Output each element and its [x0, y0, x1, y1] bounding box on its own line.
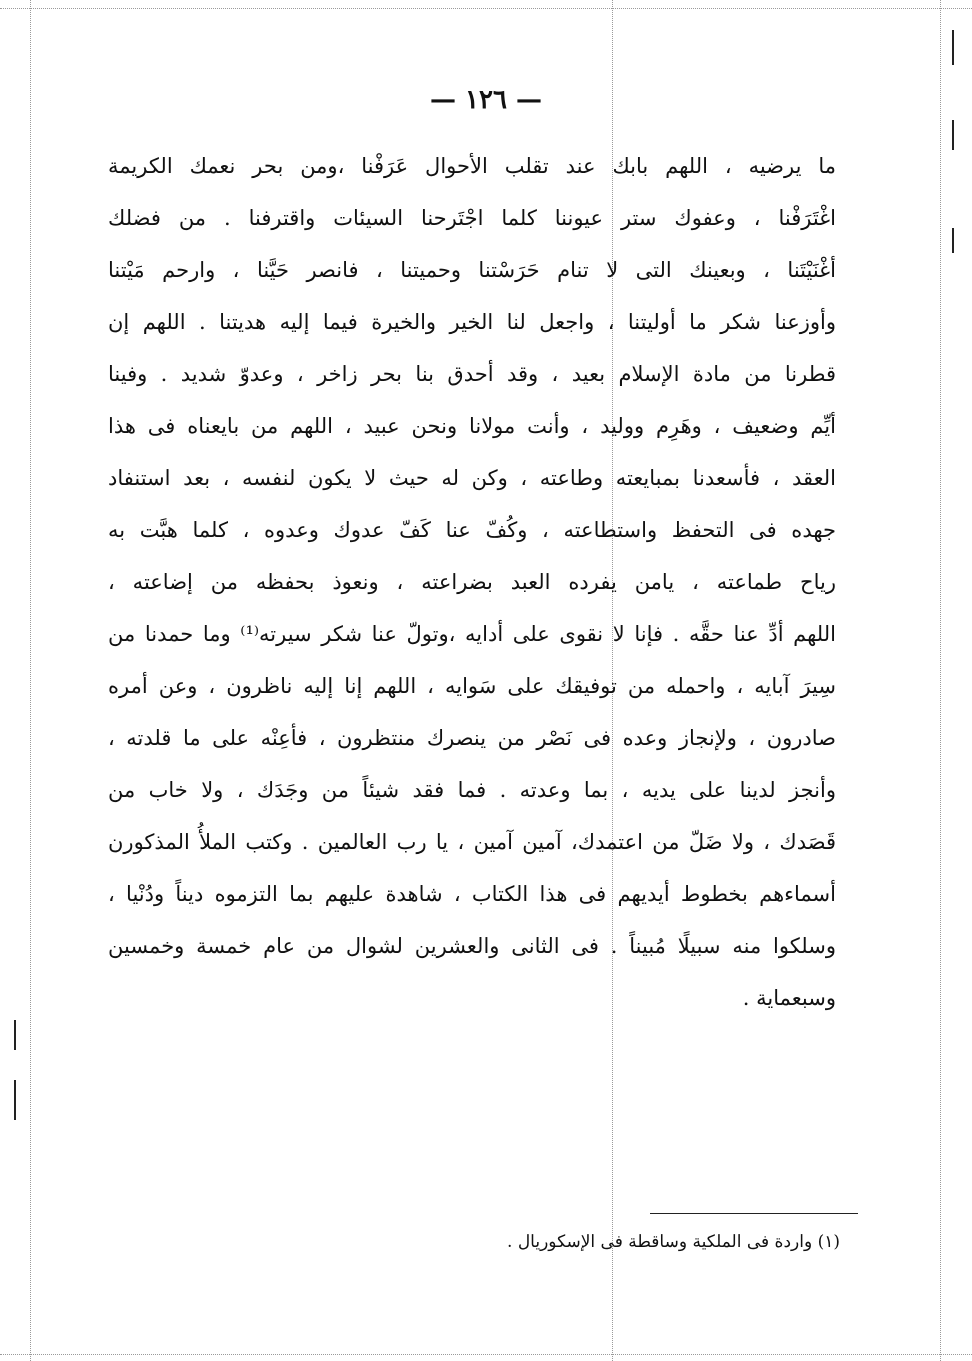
- text-line: اللهم أدِّ عنا حقَّه . فإنا لا نقوى على أدايه ،وتولّ عنا شكر سيرته⁽¹⁾ وما حمدنا من: [108, 622, 836, 646]
- text-line: سِيرَ آبايه ، واحمله من توفيقك على سَوايه ، اللهم إنا إليه ناظرون ، وعن أمره: [108, 674, 836, 698]
- scan-line-bottom: [0, 1354, 972, 1355]
- scan-line-left: [30, 0, 31, 1361]
- footnote: (١) واردة فى الملكية وساقطة فى الإسكوريال .: [507, 1232, 840, 1252]
- text-line: اغْتَرَفْنا ، وعفوك ستر عيوننا كلما اجْتَرحنا السيئات واقترفنا . من فضلك: [108, 206, 836, 230]
- scan-mark-right-2: [952, 120, 954, 150]
- scan-mark-left-2: [14, 1080, 16, 1120]
- text-line: وسلكوا منه سبيلًا مُبيناً . فى الثانى والعشرين لشوال من عام خمسة وخمسين: [108, 934, 836, 958]
- text-line: جهده فى التحفظ واستطاعته ، وكُفّ عنا كَفّ عدوك وعدوه ، كلما هبَّت به: [108, 518, 836, 542]
- text-line: قَصَدك ، ولا ضَلّ من اعتمدك، آمين آمين ، يا رب العالمين . وكتب الملأُ المذكورن: [108, 830, 836, 854]
- text-line: أيِّم وضعيف ، وهَرِم ووليد ، وأنت مولانا ونحن عبيد ، اللهم من بايعناه فى هذا: [108, 414, 836, 438]
- text-line: أسماءهم بخطوط أيديهم فى هذا الكتاب ، شاهدة عليهم بما التزموه ديناً ودُنْيا ،: [108, 882, 836, 906]
- text-line: صادرون ، ولإنجاز وعده فى نَصْر من ينصرك منتظرون ، فأعِنْه على ما قلدته ،: [108, 726, 836, 750]
- text-line: العقد ، فأسعدنا بمبايعته وطاعته ، وكن له حيث لا يكون لنفسه ، بعد استنفاد: [108, 466, 836, 490]
- text-line: قطرنا من مادة الإسلام بعيد ، وقد أحدق بنا بحر زاخر ، وعدوّ شديد . وفينا: [108, 362, 836, 386]
- text-line: وأنجز لدينا على يديه ، بما وعدته . فما فقد شيئاً من وجَدَك ، ولا خاب من: [108, 778, 836, 802]
- page-number: — ١٢٦ —: [429, 85, 543, 115]
- text-line: أغْنَيْتَنا ، وبعينك التى لا تنام حَرَسْتنا وحميتنا ، فانصر حَيَّنا ، وارحم مَيْتنا: [108, 258, 836, 282]
- scan-line-right: [940, 0, 941, 1361]
- text-line: رياح طماعته ، يامن يفرده العبد بضراعته ، ونعوذ بحفظه من إضاعته ،: [108, 570, 836, 594]
- text-line: وأوزعنا شكر ما أوليتنا ، واجعل لنا الخير والخيرة فيما إليه هديتنا . اللهم إن: [108, 310, 836, 334]
- text-line-last: وسبعماية .: [742, 986, 836, 1010]
- scan-line-top: [0, 8, 972, 9]
- footnote-separator: [650, 1213, 858, 1214]
- text-line: ما يرضيه ، اللهم بابك عند تقلب الأحوال عَرَفْنا ،ومن بحر نعمك الكريمة: [108, 154, 836, 178]
- scan-mark-left-1: [14, 1020, 16, 1050]
- scan-mark-right-3: [952, 228, 954, 253]
- body-text: [108, 140, 836, 1024]
- scan-mark-right-1: [952, 30, 954, 65]
